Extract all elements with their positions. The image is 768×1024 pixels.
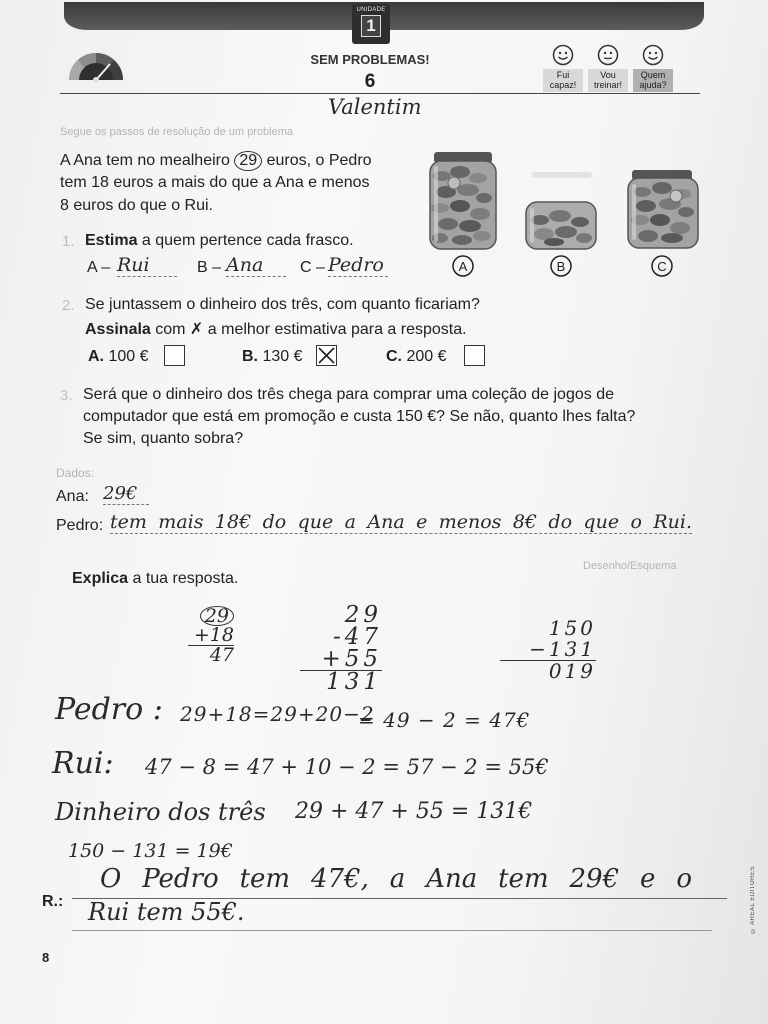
q1-label-a: A – (87, 259, 111, 276)
problem-line-3: 8 euros do que o Rui. (60, 197, 213, 214)
question-2-line-1: Se juntassem o dinheiro dos três, com quanto ficariam? (85, 296, 480, 313)
column-op-row: +55 (300, 648, 382, 671)
work-pedro-label: Pedro : (55, 692, 163, 727)
student-name: Valentim (328, 95, 422, 119)
jar-letter: A (458, 259, 468, 274)
option-letter: C. (386, 348, 402, 365)
question-3-line: Será que o dinheiro dos três chega para comprar uma coleção de jogos de (83, 386, 614, 403)
column-addition-1 (188, 606, 234, 665)
self-assessment-label: Vou treinar! (588, 69, 628, 92)
work-pedro-result: = 49 − 2 = 47€ (358, 708, 531, 732)
column-op-row: 29 (344, 602, 382, 628)
handwritten-answer: 29€ (103, 483, 149, 505)
answer-guide-line (72, 930, 712, 931)
circled-number: 29 (234, 151, 262, 171)
problem-text: A Ana tem no mealheiro (60, 152, 230, 169)
question-number: 3. (60, 387, 73, 404)
option-letter: A. (88, 348, 104, 365)
handwritten-answer: Rui (117, 254, 177, 277)
option-c (386, 348, 447, 366)
question-2-line-2 (85, 319, 467, 339)
q1-answer-b[interactable] (226, 254, 286, 277)
question-text: com ✗ a melhor estimativa para a resposta. (150, 321, 467, 338)
unit-label: UNIDADE (356, 7, 386, 13)
circled-number: 29 (200, 606, 234, 626)
data-label: Dados: (56, 466, 95, 480)
question-3-line: computador que está em promoção e custa 150 €? Se não, quanto lhes falta? (83, 408, 636, 425)
ana-label: Ana: (56, 488, 89, 505)
self-assessment-vou-treinar (588, 44, 628, 92)
q1-label-c: C – (300, 259, 325, 276)
q1-label-b: B – (197, 259, 222, 276)
problem-line-2: tem 18 euros a mais do que a Ana e menos (60, 174, 370, 191)
work-total-expression: 29 + 47 + 55 = 131€ (295, 799, 533, 824)
column-op-row: 47 (209, 644, 234, 666)
option-b-checkbox[interactable] (316, 345, 337, 366)
column-op-row: 019 (548, 659, 596, 683)
question-verb: Assinala (85, 321, 151, 338)
instructions: Segue os passos de resolução de um problema (60, 126, 293, 138)
work-pedro-expression: 29+18=29+20−2 (180, 702, 375, 726)
smiley-neutral-icon (597, 44, 619, 66)
smiley-happy-icon (642, 44, 664, 66)
handwritten-answer: Ana (226, 254, 286, 277)
option-letter: B. (242, 348, 258, 365)
jar-label-c (652, 256, 672, 276)
checkbox-x-mark (317, 346, 336, 365)
explain-text: a tua resposta. (128, 570, 239, 587)
option-value: 200 € (406, 348, 447, 365)
column-op-row: −131 (500, 639, 596, 661)
work-difference: 150 − 131 = 19€ (68, 840, 233, 862)
self-assessment-label: Quem ajuda? (633, 69, 673, 92)
smiley-happy-icon (552, 44, 574, 66)
jar-label-b (551, 256, 571, 276)
option-c-checkbox[interactable] (464, 345, 485, 366)
answer-label: R.: (42, 893, 64, 910)
option-a-checkbox[interactable] (164, 345, 185, 366)
self-assessment-label: Fui capaz! (543, 69, 583, 92)
jar-label-a (453, 256, 473, 276)
question-number: 2. (62, 297, 75, 314)
question-number: 1. (62, 233, 75, 250)
handwritten-answer: tem mais 18€ do que a Ana e menos 8€ do que o Rui. (110, 511, 692, 533)
problem-text: euros, o Pedro (266, 152, 372, 169)
option-value: 130 € (262, 348, 303, 365)
column-op-row: 131 (326, 669, 382, 695)
jar-letter: C (657, 259, 667, 274)
answer-line-1[interactable]: O Pedro tem 47€, a Ana tem 29€ e o (100, 864, 692, 894)
work-rui-expression: 47 − 8 = 47 + 10 − 2 = 57 − 2 = 55€ (145, 755, 549, 779)
q1-answer-c[interactable] (328, 254, 388, 277)
unit-number: 1 (361, 15, 381, 37)
option-value: 100 € (108, 348, 149, 365)
coin-jars-illustration (420, 148, 710, 280)
option-b (242, 348, 303, 366)
work-total-label: Dinheiro dos três (55, 798, 266, 826)
column-addition-2 (300, 604, 382, 693)
column-op-row: 150 (548, 616, 596, 640)
jar-letter: B (556, 259, 566, 274)
column-op-row: +18 (188, 626, 234, 646)
section-title: SEM PROBLEMAS! (310, 52, 430, 67)
explain-verb: Explica (72, 570, 129, 587)
coin-jar-a (430, 152, 496, 249)
header-divider (60, 93, 700, 94)
question-text: a quem pertence cada frasco. (137, 232, 354, 249)
column-subtraction (500, 618, 596, 682)
option-a (88, 348, 149, 366)
question-1-text (85, 232, 354, 250)
q1-answer-a[interactable] (117, 254, 177, 277)
pedro-label: Pedro: (56, 517, 104, 534)
question-verb: Estima (85, 232, 138, 249)
question-3-line: Se sim, quanto sobra? (83, 430, 244, 447)
ana-field[interactable] (103, 483, 149, 505)
work-rui-label: Rui: (52, 746, 114, 781)
explain-prompt (72, 570, 238, 588)
self-assessment-fui-capaz (543, 44, 583, 92)
page-number: 8 (42, 950, 50, 965)
exercise-number: 6 (364, 71, 376, 92)
answer-line-2[interactable]: Rui tem 55€. (88, 898, 245, 926)
coin-jar-c (628, 170, 698, 248)
coin-jar-b (526, 172, 596, 249)
publisher-credit: © AREAL EDITORES (750, 866, 756, 934)
pedro-field[interactable] (110, 511, 692, 534)
column-op-row (188, 606, 234, 626)
self-assessment-quem-ajuda (633, 44, 673, 92)
handwritten-answer: Pedro (328, 254, 388, 277)
column-op-row: -47 (332, 624, 382, 650)
unit-tab (352, 4, 390, 44)
problem-line-1 (60, 151, 372, 171)
sketch-label: Desenho/Esquema (583, 560, 677, 572)
